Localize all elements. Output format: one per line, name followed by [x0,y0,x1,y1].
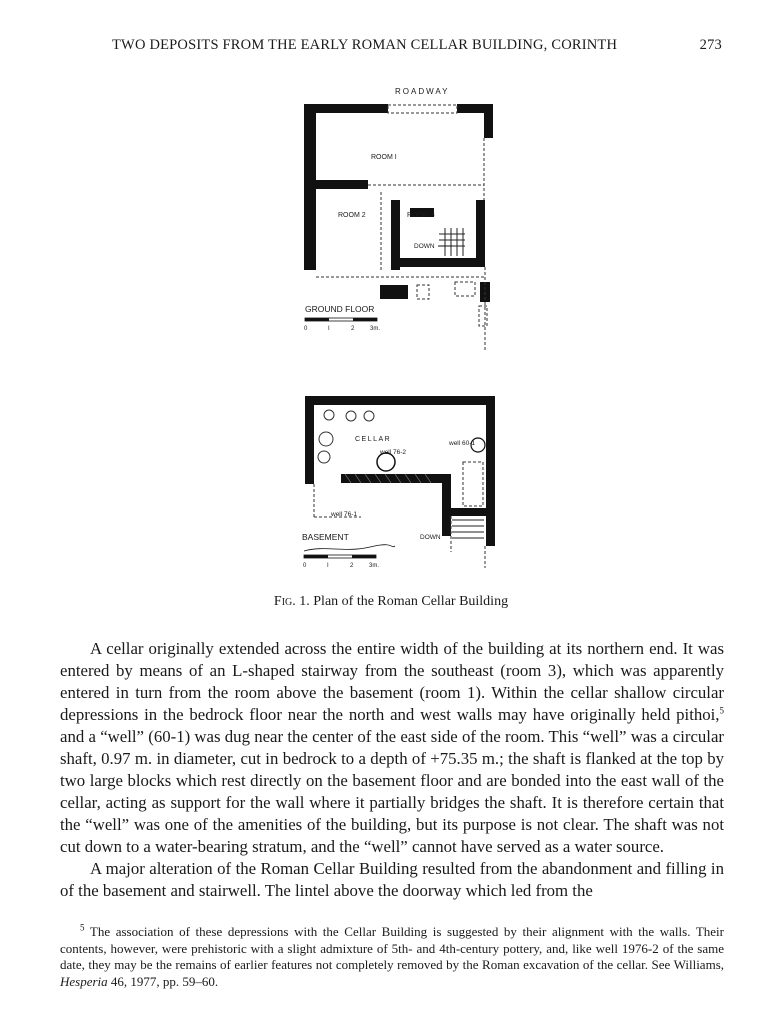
well-76-2-label: well 76-2 [380,449,407,456]
caption-text: 1. Plan of the Roman Cellar Building [295,594,509,609]
down-label: DOWN [414,243,435,250]
page-number: 273 [699,37,722,53]
basement-plan [295,392,505,572]
figure-caption [0,594,782,610]
well-60-1-label: well 60-1 [449,440,476,447]
room-1-label: ROOM I [371,154,397,161]
stairs [439,228,465,256]
footnote-number: 5 [80,922,85,933]
running-title: TWO DEPOSITS FROM THE EARLY ROMAN CELLAR BUILDING, CORINTH [112,37,618,53]
roadway-label: ROADWAY [395,87,450,96]
scale-tick-0: 0 [303,563,307,569]
scale-tick-0: 0 [304,326,308,332]
stairs [452,520,484,538]
well-76-1-label: well 76-1 [331,511,358,518]
scale-bar [305,318,377,321]
scale-tick-3: 3m. [370,326,381,332]
footnote: $^5$ The association of these depressions with the Cellar Building is suggested by their alignment with the walls. Their contents, however, were prehistoric with a slight admixture of 5th- and 4th-century pottery, and, like well 1976-2 of the same date, they may be the remains of earlier features not completely removed by the Roman excavation of the cellar. See Williams, Hesperia 46, 1977, pp. 59–60. [60,922,724,989]
ground-floor-label: GROUND FLOOR [305,304,375,314]
scale-tick-1: I [328,326,330,332]
wall-solid [304,104,493,302]
signature-scribble [304,545,395,551]
down-label: DOWN [420,534,441,541]
ground-floor-plan [295,82,505,354]
caption-prefix: Fig. [273,594,296,609]
paragraph-1: A cellar originally extended across the entire width of the building at its northern end. It was entered by means of an L-shaped stairway from the southeast (room 3), which was apparently entered in turn from the room above the basement (room 1). Within the cellar shallow circular depressions in the bedrock floor near the north and west walls may have originally held pithoi,$^5$ and a “well” (60-1) was dug near the center of the east side of the room. This “well” was a circular shaft, 0.97 m. in diameter, cut in bedrock to a depth of +75.35 m.; the shaft is flanked at the top by two large blocks which rest directly on the basement floor and are bonded into the east wall of the cellar, acting as support for the wall where it partially bridges the shaft. It is therefore certain that the “well” was one of the amenities of the building, but its purpose is not clear. The shaft was not cut down to a water-bearing stratum, and the “well” cannot have served as a water source. [60,639,724,856]
scale-tick-2: 2 [351,326,355,332]
room-3-label: ROOM 3 [407,212,435,219]
body-text [60,638,724,902]
paragraph-2: A major alteration of the Roman Cellar Building resulted from the abandonment and filling in of the basement and stairwell. The lintel above the doorway which led from the [60,859,724,900]
scale-tick-1: I [327,563,329,569]
scale-bar [304,555,376,558]
footnote-ref: 5 [719,705,724,716]
scale-tick-3: 3m. [369,563,380,569]
room-2-label: ROOM 2 [338,212,366,219]
cellar-label: CELLAR [355,436,392,443]
journal-title: Hesperia [60,973,108,989]
scale-tick-2: 2 [350,563,354,569]
basement-label: BASEMENT [302,532,349,542]
wall-solid [305,396,495,546]
